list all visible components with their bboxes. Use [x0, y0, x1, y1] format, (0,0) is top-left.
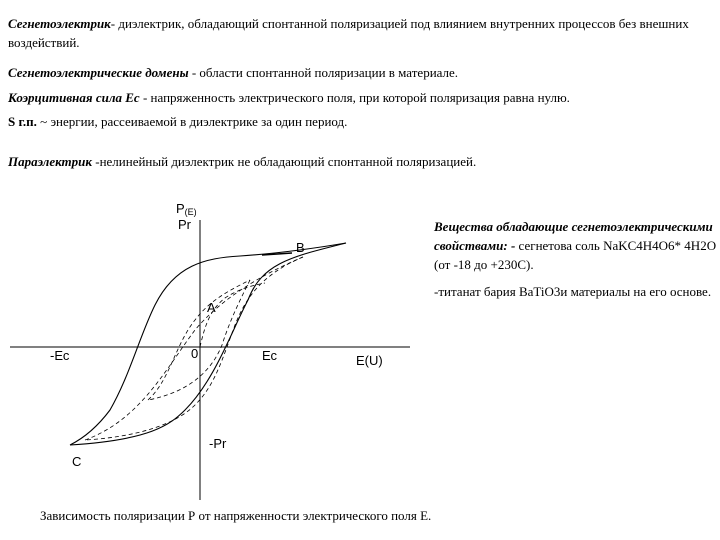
- definition-hysteresis-area-text: ~ энергии, рассеиваемой в диэлектрике за один период.: [36, 114, 348, 129]
- term-domains: Сегнетоэлектрические домены: [8, 65, 189, 80]
- pr-label: Pr: [178, 217, 191, 232]
- initial-polarization-curve: [200, 283, 265, 347]
- materials-heading: Вещества обладающие сегнетоэлектрическими свойствами: -: [434, 219, 713, 253]
- definition-ferroelectric-text: - диэлектрик, обладающий спонтанной поляризацией под влиянием внутренних процессов без внешних воздействий.: [8, 16, 689, 50]
- materials-panel: [434, 217, 718, 309]
- definition-domains-text: - области спонтанной поляризации в материале.: [188, 65, 459, 80]
- term-ferroelectric: Сегнетоэлектрик: [8, 16, 111, 31]
- origin-label: 0: [191, 346, 199, 361]
- point-a-label: A: [207, 300, 216, 315]
- term-paraelectric: Параэлектрик: [8, 154, 92, 169]
- ec-label: Ес: [262, 348, 278, 363]
- definition-coercive-force: [8, 88, 570, 107]
- definition-ferroelectric: [8, 14, 708, 52]
- hysteresis-descending-branch: [70, 243, 346, 445]
- y-axis-label: P(Е): [176, 201, 197, 217]
- point-b-label: B: [296, 240, 305, 255]
- term-hysteresis-area: S г.п.: [8, 114, 37, 129]
- materials-paragraph: [434, 217, 718, 274]
- hysteresis-ascending-branch: [70, 243, 346, 445]
- minor-loop-inner-lower: [148, 280, 250, 400]
- term-coercive-force: Коэрцитивная сила Ес: [8, 90, 140, 105]
- definition-paraelectric: [8, 152, 476, 171]
- materials-item-barium-titanate: -титанат бария BaTiO3и материалы на его основе.: [434, 284, 712, 299]
- definition-hysteresis-area: [8, 112, 347, 131]
- materials-item-rochelle-salt: сегнетова соль NaKC4H4O6* 4H2O (от -18 до +230С).: [434, 238, 717, 272]
- hysteresis-diagram: [0, 185, 430, 515]
- definition-paraelectric-text: -нелинейный диэлектрик не обладающий спонтанной поляризацией.: [91, 154, 477, 169]
- definition-coercive-force-text: - напряженность электрического поля, при которой поляризация равна нулю.: [139, 90, 570, 105]
- minor-loop-inner-upper: [148, 280, 250, 400]
- x-axis-label: E(U): [356, 353, 383, 368]
- neg-pr-label: -Pr: [209, 436, 227, 451]
- figure-caption: Зависимость поляризации Р от напряженности электрического поля Е.: [40, 508, 432, 523]
- point-c-label: C: [72, 454, 82, 469]
- definition-domains: [8, 63, 458, 82]
- neg-ec-label: -Ес: [50, 348, 70, 363]
